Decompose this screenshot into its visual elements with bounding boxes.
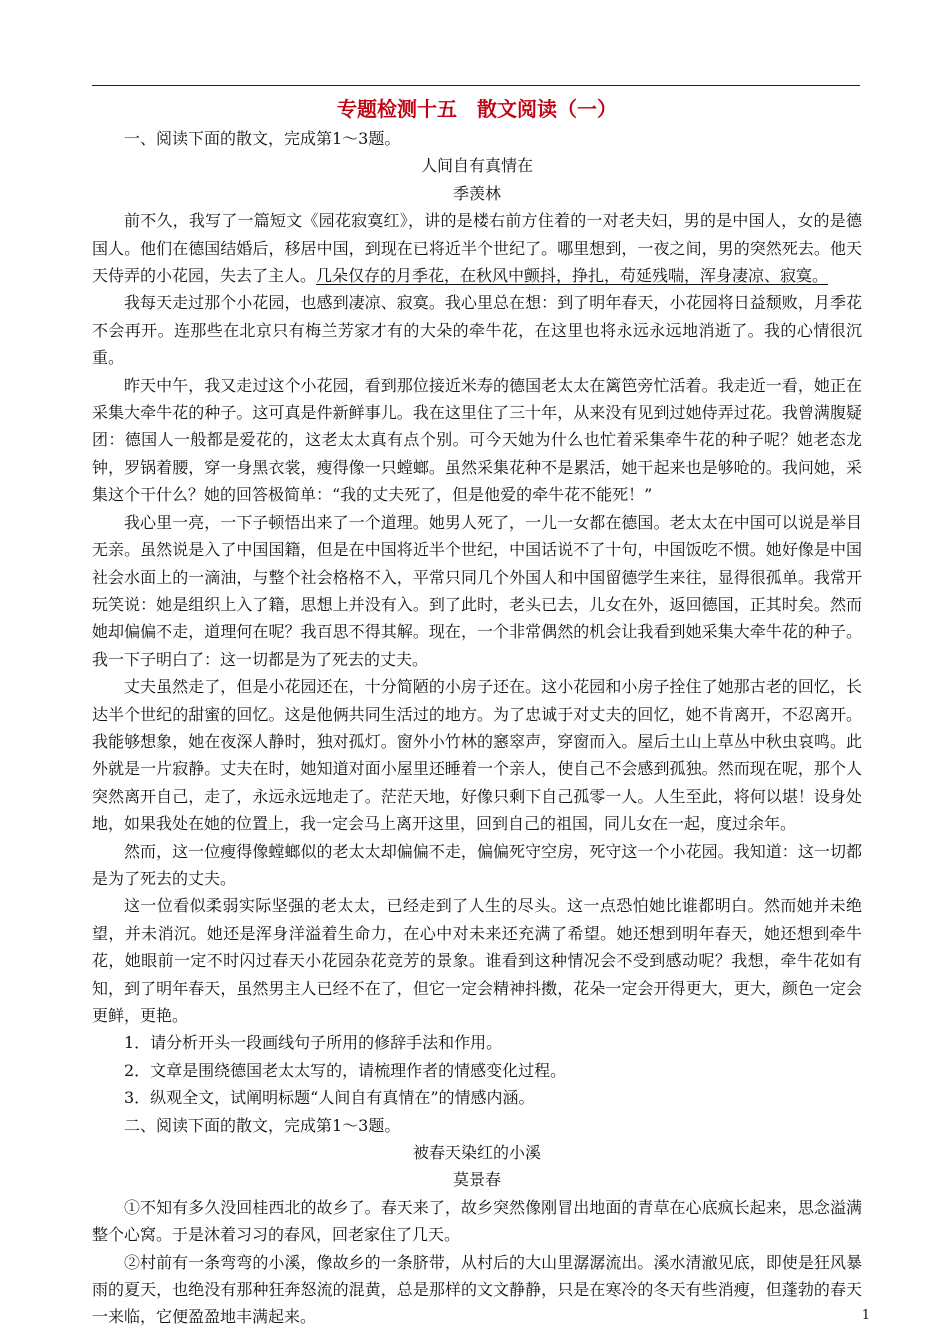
essay1-title: 人间自有真情在 [420,156,533,176]
essay2-author: 莫景春 [452,1170,501,1190]
essay2-title: 被春天染红的小溪 [412,1143,541,1163]
essay1-paragraph: 丈夫虽然走了，但是小花园还在，十分简陋的小房子还在。这小花园和小房子拴住了她那古老的回忆，长达半个世纪的甜蜜的回忆。这是他俩共同生活过的地方。为了忠诚于对丈夫的回忆，她不肯离开，不忍离开。我能够想象，她在夜深人静时，独对孤灯。窗外小竹林的窸窣声，穿窗而入。屋后土山上草丛中秋虫哀鸣。此外就是一片寂静。丈夫在时，她知道对面小屋里还睡着一个亲人，使自己不会感到孤独。然而现在呢，那个人突然离开自己，走了，永远永远地走了。茫茫天地，好像只剩下自己孤零一人。人生至此，将何以堪！设身处地，如果我处在她的位置上，我一定会马上离开这里，回到自己的祖国，同儿女在一起，度过余年。 [92,677,862,834]
question-2: 2．文章是围绕德国老太太写的，请梳理作者的情感变化过程。 [124,1060,567,1080]
underlined-sentence: 几朵仅存的月季花，在秋风中颤抖，挣扎，苟延残喘，浑身凄凉、寂寞。 [316,266,829,286]
title-part-1: 专题检测十五 [337,97,457,121]
essay1-paragraph: 我心里一亮，一下子顿悟出来了一个道理。她男人死了，一儿一女都在德国。老太太在中国可以说是举目无亲。虽然说是入了中国国籍，但是在中国将近半个世纪，中国话说不了十句，中国饭吃不惯。她好像是中国社会水面上的一滴油，与整个社会格格不入，平常只同几个外国人和中国留德学生来往，显得很孤单。我常开玩笑说：她是组织上入了籍，思想上并没有入。到了此时，老头已去，儿女在外，返回德国，正其时矣。然而她却偏偏不走，道理何在呢？我百思不得其解。现在，一个非常偶然的机会让我看到她采集大牵牛花的种子。我一下子明白了：这一切都是为了死去的丈夫。 [92,512,862,669]
essay2-paragraph: ①不知有多久没回桂西北的故乡了。春天来了，故乡突然像刚冒出地面的青草在心底疯长起来，思念溢满整个心窝。于是沐着习习的春风，回老家住了几天。 [92,1197,862,1245]
essay1-paragraph: 昨天中午，我又走过这个小花园，看到那位接近米寿的德国老太太在篱笆旁忙活着。我走近一看，她正在采集大牵牛花的种子。这可真是件新鲜事儿。我在这里住了三十年，从来没有见到过她侍弄过花。我曾满腹疑团：德国人一般都是爱花的，这老太太真有点个别。可今天她为什么也忙着采集牵牛花的种子呢？她老态龙钟，罗锅着腰，穿一身黑衣裳，瘦得像一只螳螂。虽然采集花种不是累活，她干起来也是够呛的。我问她，采集这个干什么？她的回答极简单：“我的丈夫死了，但是他爱的牵牛花不能死！” [92,375,862,505]
essay1-paragraph: 我每天走过那个小花园，也感到凄凉、寂寞。我心里总在想：到了明年春天，小花园将日益颓败，月季花不会再开。连那些在北京只有梅兰芳家才有的大朵的牵牛花，在这里也将永远永远地消逝了。我的心情很沉重。 [92,293,862,368]
page-number: 1 [861,1308,870,1323]
essay1-paragraph: 这一位看似柔弱实际坚强的老太太，已经走到了人生的尽头。这一点恐怕她比谁都明白。然而她并未绝望，并未消沉。她还是浑身洋溢着生命力，在心中对未来还充满了希望。她还想到明年春天，她还想到牵牛花，她眼前一定不时闪过春天小花园杂花竞芳的景象。谁看到这种情况会不受到感动呢？我想，牵牛花如有知，到了明年春天，虽然男主人已经不在了，但它一定会精神抖擞，花朵一定会开得更大，更大，颜色一定会更鲜，更艳。 [92,896,862,1025]
header-rule [92,85,860,86]
question-3: 3．纵观全文，试阐明标题“人间自有真情在”的情感内涵。 [124,1088,535,1108]
document-body [92,95,862,1331]
section2-instruction: 二、阅读下面的散文，完成第1～3题。 [124,1115,401,1135]
essay1-p1-text: 前不久，我写了一篇短文《园花寂寞红》，讲的是楼右前方住着的一对老夫妇，男的是中国人，女的是德国人。他们在德国结婚后，移居中国，到现在已将近半个世纪了。哪里想到，一夜之间，男的突然死去。他天天侍弄的小花园，失去了主人。 [92,211,862,286]
title-part-2: 散文阅读（一） [477,97,617,121]
question-1: 1．请分析开头一段画线句子所用的修辞手法和作用。 [124,1033,503,1053]
essay1-paragraph: 然而，这一位瘦得像螳螂似的老太太却偏偏不走，偏偏死守空房，死守这一个小花园。我知道：这一切都是为了死去的丈夫。 [92,841,862,888]
essay1-author: 季羡林 [452,183,501,203]
essay2-paragraph: ②村前有一条弯弯的小溪，像故乡的一条脐带，从村后的大山里潺潺流出。溪水清澈见底，即使是狂风暴雨的夏天，也绝没有那种狂奔怒流的混黄，总是那样的文文静静，只是在寒冷的冬天有些消瘦，但蓬勃的春天一来临，它便盈盈地丰满起来。 [92,1252,862,1327]
section1-instruction: 一、阅读下面的散文，完成第1～3题。 [124,129,401,148]
page-title [92,95,862,123]
essay1-paragraph [92,207,862,289]
